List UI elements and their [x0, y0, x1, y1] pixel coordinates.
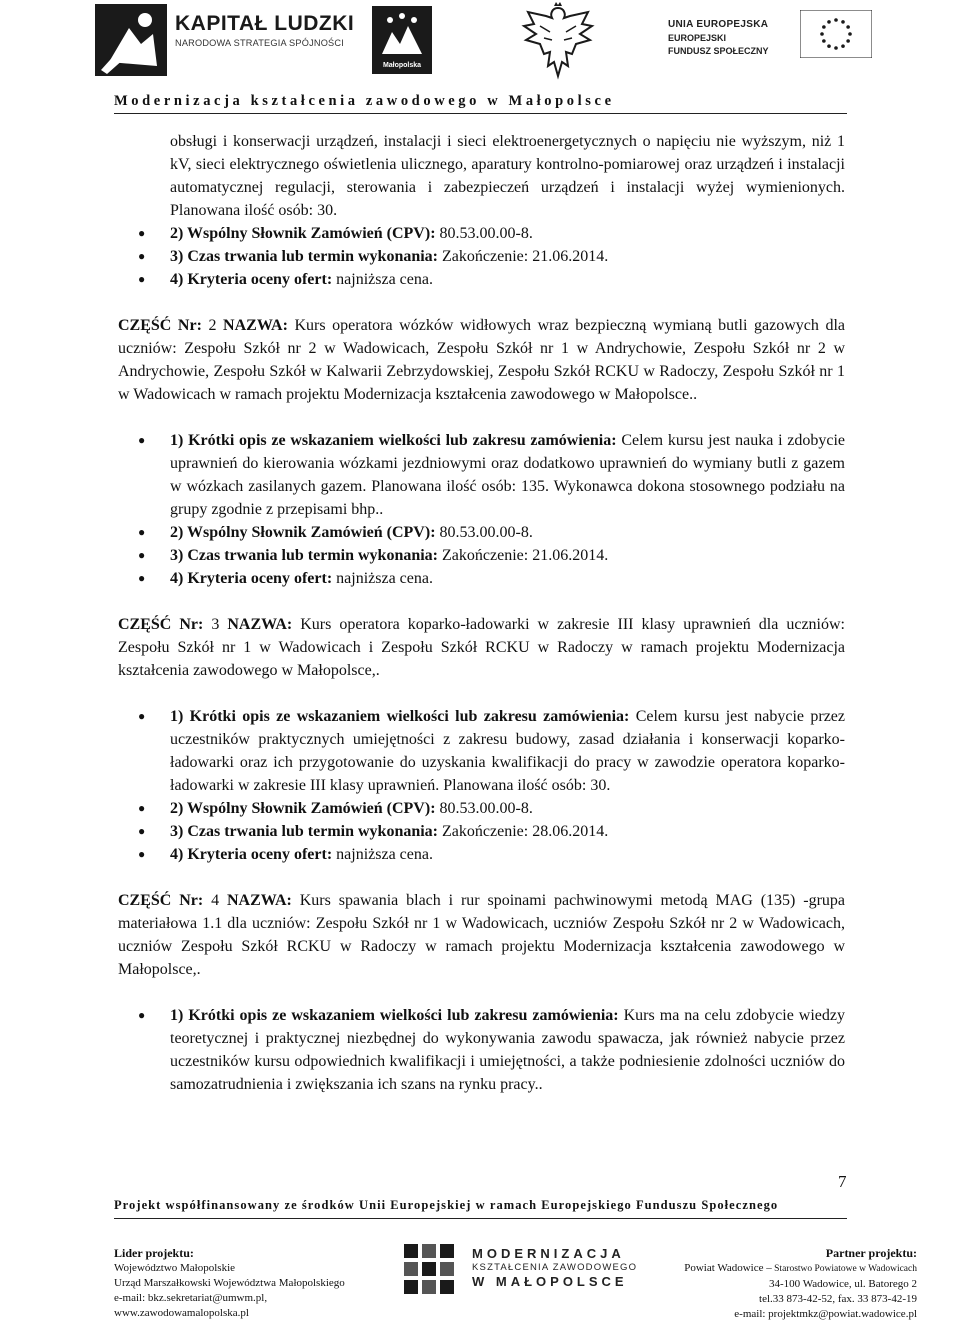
footer-divider: [114, 1218, 847, 1219]
intro-list: [138, 222, 845, 291]
part-3-heading: CZĘŚĆ Nr: 3 NAZWA: Kurs operatora koparko-ładowarki w zakresie III klasy uprawnień dla uczniów: Zespołu Szkół nr 1 w Wadowicach i Zespołu Szkół RCKU w Radoczy w ramach projektu Modernizacja kształcenia zawodowego w Małopolsce,.: [118, 616, 845, 679]
list-item: ● 2) Wspólny Słownik Zamówień (CPV): 80.53.00.00-8.: [170, 797, 845, 820]
list-item: ● 4) Kryteria oceny ofert: najniższa cena.: [170, 843, 845, 866]
kapital-ludzki-subtitle: NARODOWA STRATEGIA SPÓJNOŚCI: [175, 38, 344, 48]
eu-star-icon: [834, 18, 838, 22]
bullet-icon: ●: [138, 571, 146, 585]
part-2-heading: CZĘŚĆ Nr: 2 NAZWA: Kurs operatora wózków widłowych wraz bezpieczną wymianą butli gazowych dla uczniów: Zespołu Szkół nr 2 w Wadowicach, Zespołu Szkół nr 1 w Andrychowie, Zespołu Szkół nr 2 w Andrychowie, Zespołu Szkół w Kalwarii Zebrzydowskiej, Zespołu Szkół RCKU w Radoczy, Zespołu Szkół nr 1 w Wadowicach w ramach projektu Modernizacja kształcenia zawodowego w Małopolsce..: [118, 317, 845, 403]
page-header: [0, 0, 960, 120]
project-title-band: Modernizacja kształcenia zawodowego w Małopolsce: [114, 93, 615, 109]
eu-star-icon: [846, 25, 850, 29]
eu-flag-icon: [800, 10, 872, 58]
eu-subtitle-2: FUNDUSZ SPOŁECZNY: [668, 46, 769, 56]
document-body: [118, 130, 846, 1096]
eagle-icon: [520, 2, 596, 82]
footer-funding-band: Projekt współfinansowany ze środków Unii Europejskiej w ramach Europejskiego Funduszu Społecznego: [114, 1198, 779, 1212]
part-4-heading: CZĘŚĆ Nr: 4 NAZWA: Kurs spawania blach i rur spoinami pachwinowymi metodą MAG (135) -grupa materiałowa 1.1 dla uczniów: Zespołu Szkół nr 1 w Wadowicach, uczniów Zespołu Szkół nr 2 w Wadowicach, uczniów Zespołu Szkół RCKU w Radoczy w ramach projektu Modernizacja kształcenia zawodowego w Małopolsce,.: [118, 892, 846, 978]
eu-star-icon: [822, 25, 826, 29]
modernizacja-title: MODERNIZACJA: [472, 1246, 625, 1261]
project-leader-block: [114, 1246, 374, 1321]
eu-star-icon: [848, 32, 852, 36]
page-number: 7: [838, 1172, 847, 1191]
lider-line: Województwo Małopolskie: [114, 1262, 236, 1274]
eu-star-icon: [827, 44, 831, 48]
bullet-icon: ●: [138, 801, 146, 815]
list-item: ● 4) Kryteria oceny ofert: najniższa cena.: [170, 567, 845, 590]
intro-paragraph: obsługi i konserwacji urządzeń, instalacji i sieci elektroenergetycznych o napięciu nie wyższym, niż 1 kV, sieci elektrycznego oświetlenia ulicznego, aparatury kontrolno-pomiarowej oraz urządzeń i instalacji automatycznej regulacji, sterowania i zabezpieczeń urządzeń i instalacji wyżej wymienionych. Planowana ilość osób: 30.: [170, 133, 845, 219]
eu-star-icon: [822, 39, 826, 43]
lider-line: Urząd Marszałkowski Województwa Małopolskiego: [114, 1277, 345, 1289]
list-item: ● 3) Czas trwania lub termin wykonania: Zakończenie: 21.06.2014.: [170, 544, 845, 567]
project-partner-block: [620, 1246, 917, 1322]
malopolska-logo: [372, 6, 432, 74]
modernizacja-region: W MAŁOPOLSCE: [472, 1274, 628, 1289]
eu-star-icon: [841, 44, 845, 48]
partner-heading: Partner projektu:: [825, 1246, 917, 1260]
eagle-emblem: [520, 2, 596, 82]
list-item: ● 2) Wspólny Słownik Zamówień (CPV): 80.53.00.00-8.: [170, 222, 845, 245]
eu-title: UNIA EUROPEJSKA: [668, 19, 769, 30]
modernizacja-logo: [400, 1238, 638, 1302]
kapital-ludzki-logo: [95, 4, 355, 76]
partner-line: Powiat Wadowice – Starostwo Powiatowe w Wadowicach: [684, 1262, 917, 1274]
partner-line: 34-100 Wadowice, ul. Batorego 2: [769, 1278, 917, 1290]
lider-heading: Lider projektu:: [114, 1246, 194, 1260]
bullet-icon: ●: [138, 1008, 146, 1022]
header-divider: [114, 113, 847, 114]
bullet-icon: ●: [138, 847, 146, 861]
modernizacja-subtitle: KSZTAŁCENIA ZAWODOWEGO: [472, 1262, 638, 1273]
list-item: ● 2) Wspólny Słownik Zamówień (CPV): 80.53.00.00-8.: [170, 521, 845, 544]
list-item: ● 3) Czas trwania lub termin wykonania: Zakończenie: 21.06.2014.: [170, 245, 845, 268]
list-item: ● 1) Krótki opis ze wskazaniem wielkości lub zakresu zamówienia: Celem kursu jest nauka i zdobycie uprawnień do kierowania wózkami jezdniowymi oraz dodatkowo uprawnień do wymiany butli z gazem w wózkach zasilanych gazem. Planowana ilość osób: 135. Wykonawca dokona stosownego podziału na grupy zgodnie z przepisami bhp..: [170, 429, 845, 521]
eu-star-icon: [846, 39, 850, 43]
eu-star-icon: [820, 32, 824, 36]
lider-line: e-mail: bkz.sekretariat@umwm.pl, www.zawodowamalopolska.pl: [114, 1292, 268, 1319]
bullet-icon: ●: [138, 709, 146, 723]
part-3-list: [138, 705, 846, 866]
kapital-ludzki-title: KAPITAŁ LUDZKI: [175, 12, 355, 35]
eu-star-icon: [834, 46, 838, 50]
bullet-icon: ●: [138, 824, 146, 838]
eu-logo: [668, 10, 878, 70]
bullet-icon: ●: [138, 249, 146, 263]
eu-star-icon: [841, 20, 845, 24]
bullet-icon: ●: [138, 226, 146, 240]
list-item: ● 1) Krótki opis ze wskazaniem wielkości lub zakresu zamówienia: Celem kursu jest nabycie przez uczestników praktycznych umiejętności z zakresu budowy, zasad działania i konserwacji koparko-ładowarki oraz ich przygotowanie do uzyskania kwalifikacji do pracy w zawodzie operatora koparko-ładowarki w zakresie III klasy uprawnień. Planowana ilość osób: 30.: [170, 705, 845, 797]
partner-line: e-mail: projektmkz@powiat.wadowice.pl: [734, 1308, 917, 1320]
list-item: ● 3) Czas trwania lub termin wykonania: Zakończenie: 28.06.2014.: [170, 820, 845, 843]
bullet-icon: ●: [138, 272, 146, 286]
bullet-icon: ●: [138, 433, 146, 447]
eu-subtitle-1: EUROPEJSKI: [668, 33, 727, 43]
bullet-icon: ●: [138, 525, 146, 539]
bullet-icon: ●: [138, 548, 146, 562]
part-4-list: [138, 1004, 846, 1096]
part-2-list: [138, 429, 846, 590]
kapital-ludzki-mark-icon: [95, 4, 167, 76]
malopolska-caption: Małopolska: [382, 62, 422, 69]
partner-line: tel.33 873-42-52, fax. 33 873-42-19: [759, 1293, 917, 1305]
eu-star-icon: [827, 20, 831, 24]
list-item: ● 4) Kryteria oceny ofert: najniższa cena.: [170, 268, 845, 291]
modernizacja-mark-icon: [400, 1238, 464, 1300]
list-item: ● 1) Krótki opis ze wskazaniem wielkości lub zakresu zamówienia: Kurs ma na celu zdobycie wiedzy teoretycznej i praktycznej niezbędnej do wykonywania zawodu spawacza, jak również nabycie przez uczestników kursu odpowiednich kwalifikacji i umiejętności, a także podniesienie zdolności uczniów do samozatrudnienia i zwiększania ich szans na rynku pracy..: [170, 1004, 845, 1096]
